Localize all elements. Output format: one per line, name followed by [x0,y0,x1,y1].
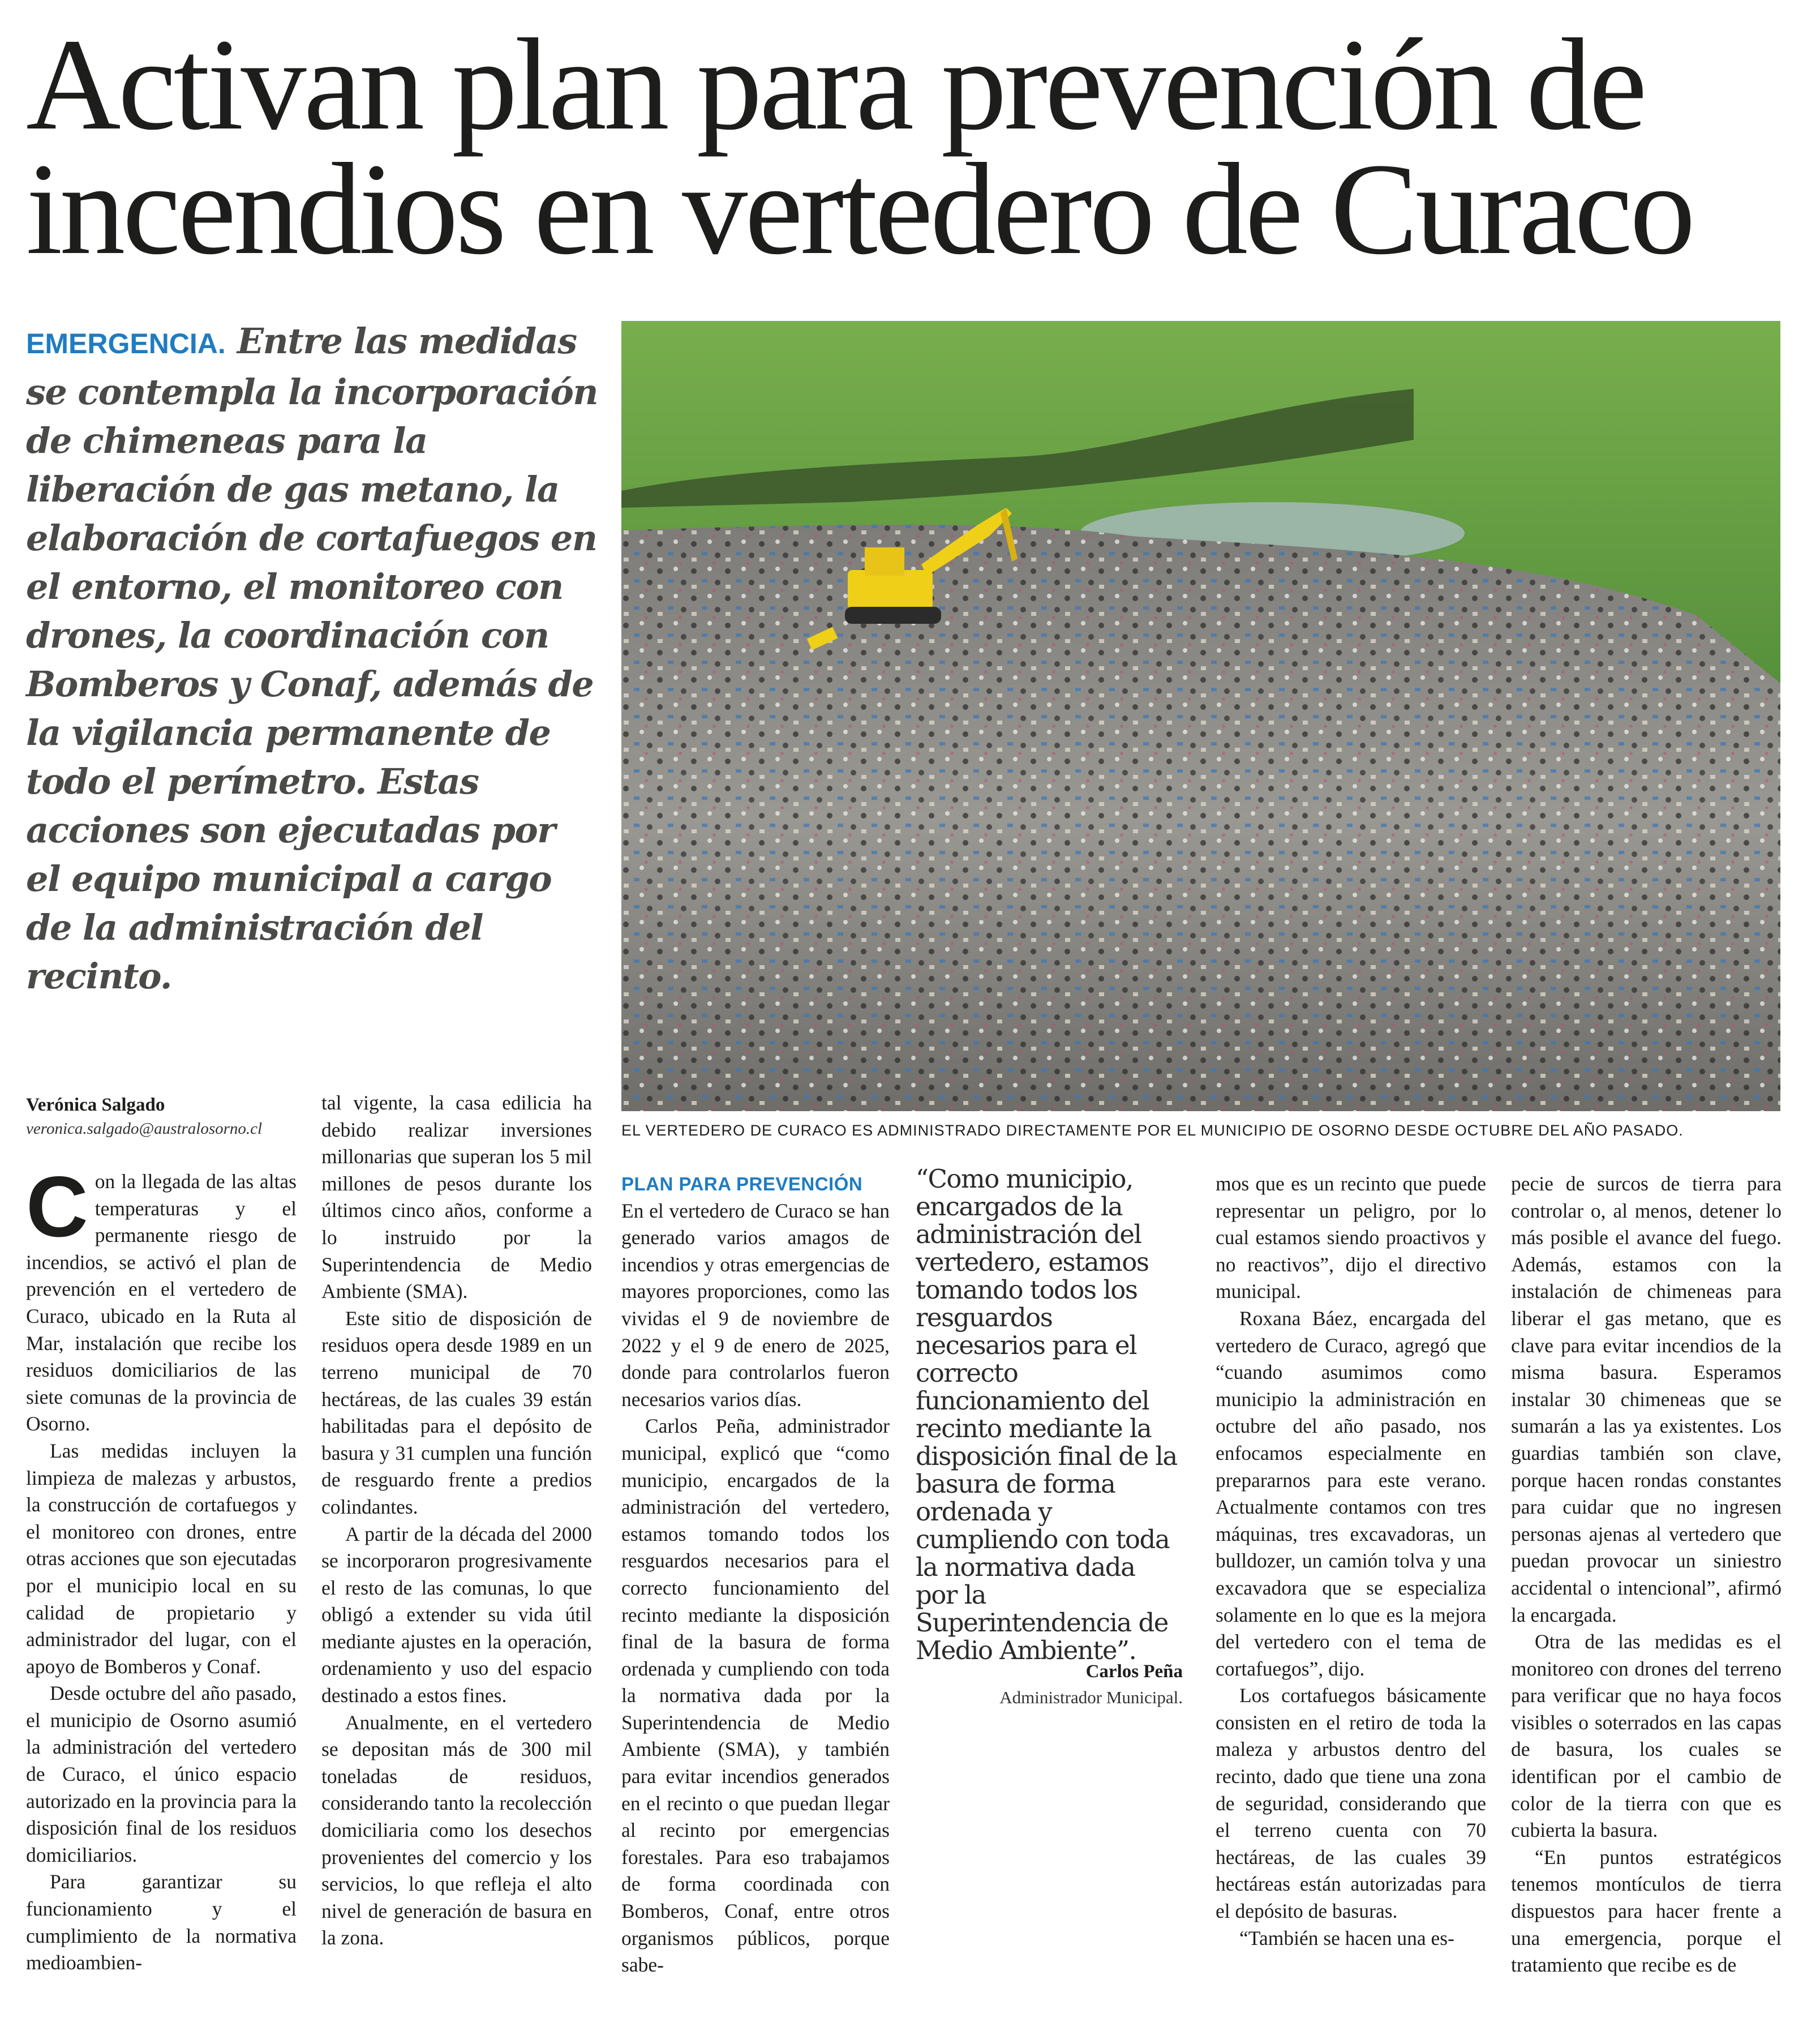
col3-paragraph-2: Carlos Peña, administrador municipal, explicó que “como municipio, encargados de la administración del vertedero, estamos tomando todos los resguardos necesarios para el correcto funcionamiento del recinto mediante la disposición final de la basura de forma ordenada y cumpliendo con toda la normativa dada por la Superintendencia de Medio Ambiente (SMA), y también para evitar incendios generados en el recinto o que puedan llegar al recinto por emergencias forestales. Para eso trabajamos de forma coordinada con Bomberos, Conaf, entre otros organismos públicos, porque sabe- [621,1415,890,1977]
lead-paragraph [26,317,598,1001]
pull-quote: “Como municipio, encargados de la administración del vertedero, estamos tomando todos los resguardos necesarios para el correcto funcionamiento del recinto mediante la disposición final de la basura de forma ordenada y cumpliendo con toda la normativa dada por la Superintendencia de Medio Ambiente”. [916,1164,1177,1665]
col4-paragraph-1: mos que es un recinto que puede representar un peligro, por lo cual estamos siendo proactivos y no reactivos”, dijo el directivo municipal. [1216,1172,1486,1303]
col3-paragraph-1: En el vertedero de Curaco se han generado varios amagos de incendios y otras emergencias de mayores proporciones, como las vividas el 9 de noviembre de 2022 y el 9 de enero de 2025, donde para controlarlos fueron necesarios varios días. [621,1199,890,1411]
col2-paragraph-2: Este sitio de disposición de residuos opera desde 1989 en un terreno municipal de 70 hectáreas, de las cuales 39 están habilitadas para el depósito de basura y 31 cumplen una función de resguardo frente a predios colindantes. [321,1306,592,1518]
col5-paragraph-3: “En puntos estratégicos tenemos montículos de tierra dispuestos para hacer frente a una emergencia, porque el tratamiento que recibe es de [1511,1845,1782,1977]
lead-kicker: EMERGENCIA. [26,328,226,359]
byline [26,1092,298,1140]
column-3 [621,1171,890,1979]
author-email: veronica.salgado@australosorno.cl [26,1120,263,1138]
section-subhead: PLAN PARA PREVENCIÓN [621,1173,863,1194]
column-1 [26,1159,297,1977]
col1-paragraph-1-text: on la llegada de las altas temperaturas y el permanente riesgo de incendios, se activó el plan de prevención en el vertedero de Curaco, ubicado en la Ruta al Mar, instalación que recibe los residuos domiciliarios de las siete comunas de la provincia de Osorno. [26,1170,297,1436]
column-5 [1511,1171,1782,1979]
col1-paragraph-3: Desde octubre del año pasado, el municipio de Osorno asumió la administración del vertedero de Curaco, el único espacio autorizado en la provincia para la disposición final de los residuos domiciliarios. [26,1682,297,1866]
headline [26,12,1809,282]
landfill-photo-illustration [621,321,1780,1111]
photo-caption: EL VERTEDERO DE CURACO ES ADMINISTRADO DIRECTAMENTE POR EL MUNICIPIO DE OSORNO DESDE OCTUBRE DEL AÑO PASADO. [621,1122,1684,1139]
col5-paragraph-1: pecie de surcos de tierra para controlar o, al menos, detener lo más posible el avance del fuego. Además, estamos con la instalación de chimeneas para liberar el gas metano, que es clave para evitar incendios de la misma basura. Esperamos instalar 30 chimeneas que se sumarán a las ya existentes. Los guardias también son clave, porque hacen rondas constantes para cuidar que no ingresen personas ajenas al vertedero que puedan provocar un siniestro accidental o intencional”, afirmó la encargada. [1511,1172,1782,1626]
col2-paragraph-3: A partir de la década del 2000 se incorporaron progresivamente el resto de las comunas, lo que obligó a extender su vida útil mediante ajustes en la operación, ordenamiento y uso del espacio destinado a estos fines. [321,1522,592,1707]
lead-text: Entre las medidas se contempla la incorporación de chimeneas para la liberación de gas metano, la elaboración de cortafuegos en el entorno, el monitoreo con drones, la coordinación con Bomberos y Conaf, además de la vigilancia permanente de todo el perímetro. Estas acciones son ejecutadas por el equipo municipal a cargo de la administración del recinto. [26,320,598,997]
col4-paragraph-3: Los cortafuegos básicamente consisten en el retiro de toda la maleza y arbustos dentro del recinto, dado que tiene una zona de seguridad, considerando que el terreno cuenta con 70 hectáreas, de las cuales 39 hectáreas están autorizadas para el depósito de basuras. [1216,1684,1486,1923]
col2-paragraph-1: tal vigente, la casa edilicia ha debido realizar inversiones millonarias que superan los 5 mil millones de pesos durante los últimos cinco años, conforme a lo instruido por la Superintendencia de Medio Ambiente (SMA). [321,1091,592,1303]
column-4 [1216,1171,1486,1952]
landfill-photo [621,321,1780,1111]
pull-quote-author: Carlos Peña [1085,1661,1183,1682]
col1-paragraph-1 [26,1159,297,1438]
trash-debris [621,525,1780,1111]
col1-paragraph-4: Para garantizar su funcionamiento y el cumplimiento de la normativa medioambien- [26,1870,297,1974]
column-2 [321,1090,592,1952]
col4-paragraph-2: Roxana Báez, encargada del vertedero de Curaco, agregó que “cuando asumimos como municipio la administración en octubre del año pasado, nos enfocamos especialmente en prepararnos para este verano. Actualmente contamos con tres máquinas, tres excavadoras, un bulldozer, un camión tolva y una excavadora que se especializa solamente en lo que es la mejora del vertedero con el tema de cortafuegos”, dijo. [1216,1306,1486,1680]
dropcap: C [26,1159,88,1255]
col2-paragraph-4: Anualmente, en el vertedero se depositan más de 300 mil toneladas de residuos, considerando tanto la recolección domiciliaria como los desechos provenientes del comercio y los servicios, lo que refleja el alto nivel de generación de basura en la zona. [321,1711,592,1949]
col1-paragraph-2: Las medidas incluyen la limpieza de malezas y arbustos, la construcción de cortafuegos y el monitoreo con drones, entre otras acciones que son ejecutadas por el municipio local en su calidad de propietario y administrador del lugar, con el apoyo de Bomberos y Conaf. [26,1439,297,1678]
headline-line-1: Activan plan para prevención de [26,12,1645,157]
col4-paragraph-4: “También se hacen una es- [1239,1926,1454,1949]
col5-paragraph-2: Otra de las medidas es el monitoreo con drones del terreno para verificar que no haya focos visibles o soterrados en las capas de basura, los cuales se identifican por el cambio de color de la tierra con que es cubierta la basura. [1511,1630,1782,1842]
headline-line-2: incendios en vertedero de Curaco [26,136,1693,282]
pull-quote-role: Administrador Municipal. [999,1687,1183,1707]
author-name: Verónica Salgado [26,1095,165,1115]
